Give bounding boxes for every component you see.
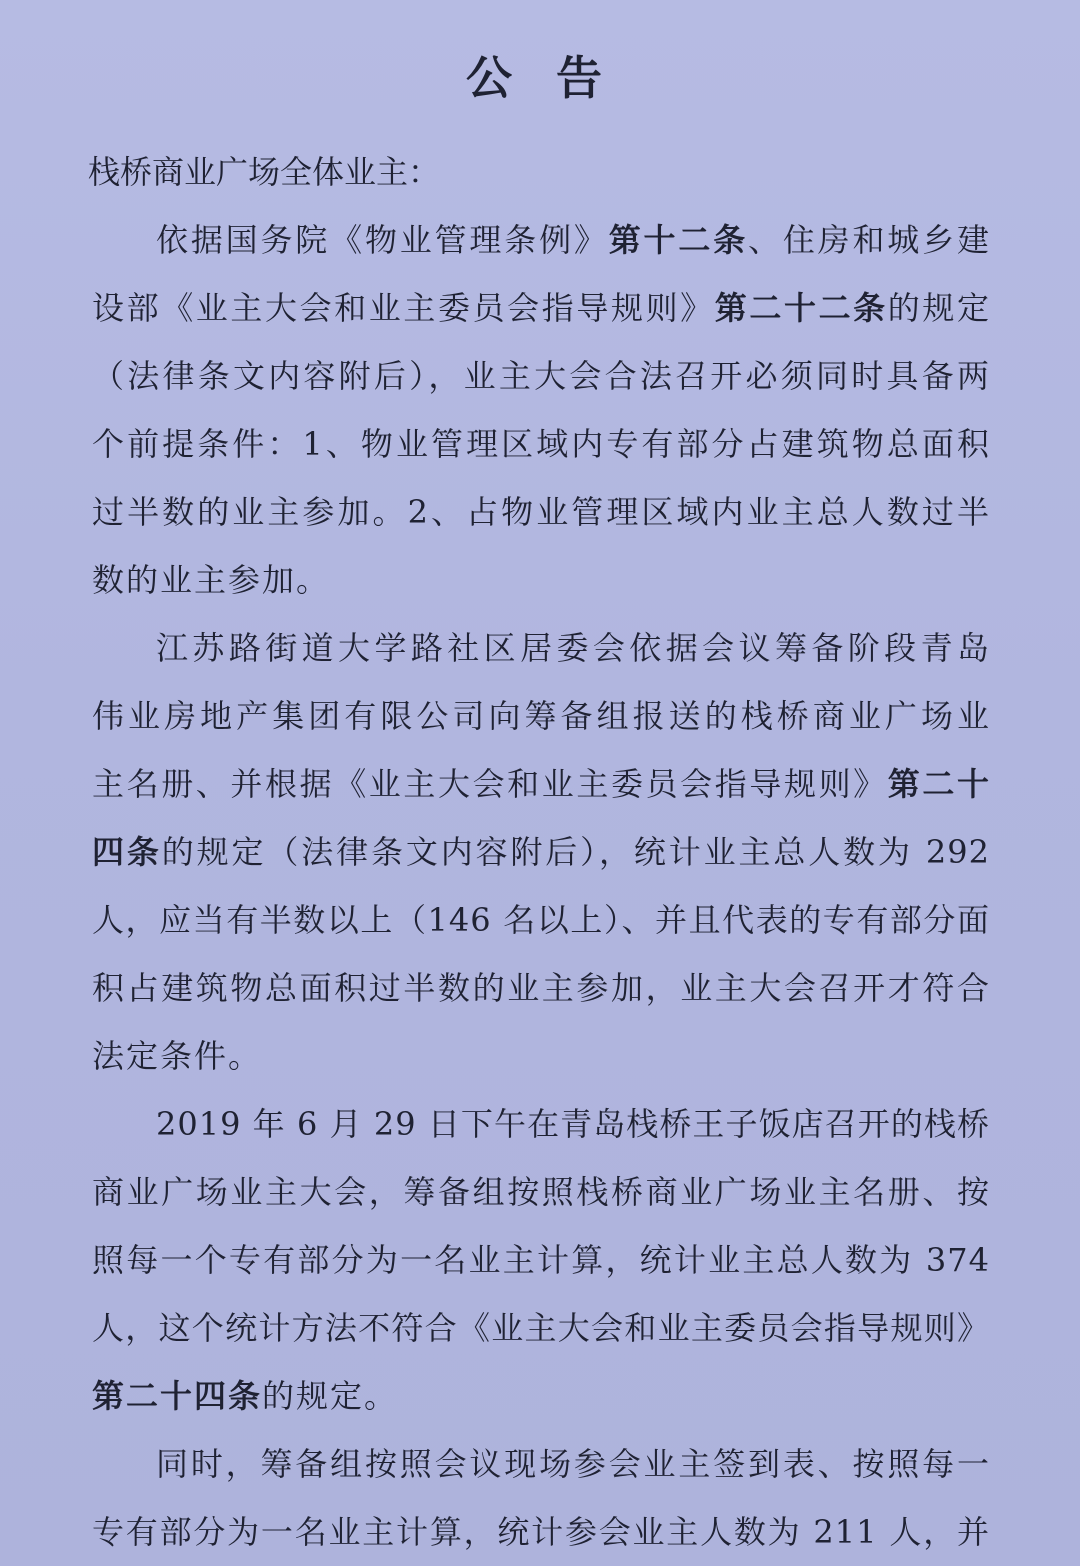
- text-line: 同时，筹备组按照会议现场参会业主签到表、按照每一: [156, 1445, 990, 1483]
- text-line: 2019 年 6 月 29 日下午在青岛栈桥王子饭店召开的栈桥: [156, 1105, 990, 1143]
- text-line: 数的业主参加。: [92, 561, 331, 599]
- text-run: 设部《业主大会和业主委员会指导规则》: [92, 289, 715, 327]
- text-line: 法定条件。: [92, 1037, 263, 1075]
- text-line: 人，应当有半数以上（146 名以上）、并且代表的专有部分面: [92, 901, 990, 939]
- text-line: 照每一个专有部分为一名业主计算，统计业主总人数为 374: [92, 1241, 990, 1279]
- text-line: 江苏路街道大学路社区居委会依据会议筹备阶段青岛: [156, 629, 990, 667]
- text-line: 过半数的业主参加。2、占物业管理区域内业主总人数过半: [92, 493, 990, 531]
- text-line: （法律条文内容附后），业主大会合法召开必须同时具备两: [92, 357, 990, 395]
- text-line: 专有部分为一名业主计算，统计参会业主人数为 211 人，并: [92, 1513, 990, 1551]
- text-line: [92, 206, 990, 274]
- paragraph-legal-basis: [92, 206, 990, 614]
- text-line: 积占建筑物总面积过半数的业主参加，业主大会召开才符合: [92, 969, 990, 1007]
- text-line: 商业广场业主大会，筹备组按照栈桥商业广场业主名册、按: [92, 1173, 990, 1211]
- text-line: 伟业房地产集团有限公司向筹备组报送的栈桥商业广场业: [92, 697, 990, 735]
- text-run: 的规定: [887, 289, 990, 327]
- article-reference: 第二十: [887, 765, 990, 803]
- text-line: 人，这个统计方法不符合《业主大会和业主委员会指导规则》: [92, 1309, 990, 1347]
- article-reference: 第二十四条: [92, 1377, 263, 1415]
- text-run: 依据国务院《物业管理条例》: [156, 221, 609, 259]
- text-line: 个前提条件：1、物业管理区域内专有部分占建筑物总面积: [92, 425, 990, 463]
- text-line: [92, 274, 990, 342]
- notice-title: 公 告: [465, 51, 616, 105]
- text-line: [92, 750, 990, 818]
- salutation: 栈桥商业广场全体业主：: [88, 153, 441, 191]
- paragraph-owner-count: [92, 614, 990, 1090]
- article-reference: 第十二条: [608, 221, 749, 259]
- paragraph-attendance: [92, 1430, 990, 1566]
- text-run: 、住房和城乡建: [748, 221, 990, 259]
- text-run: 的规定。: [262, 1377, 399, 1415]
- text-run: 的规定（法律条文内容附后），统计业主总人数为 292: [161, 833, 990, 871]
- paragraph-meeting-count: [92, 1090, 990, 1430]
- text-line: [92, 818, 990, 886]
- article-reference: 四条: [92, 833, 162, 871]
- text-line: [92, 1362, 990, 1430]
- article-reference: 第二十二条: [714, 289, 888, 327]
- text-run: 主名册、并根据《业主大会和业主委员会指导规则》: [92, 765, 888, 803]
